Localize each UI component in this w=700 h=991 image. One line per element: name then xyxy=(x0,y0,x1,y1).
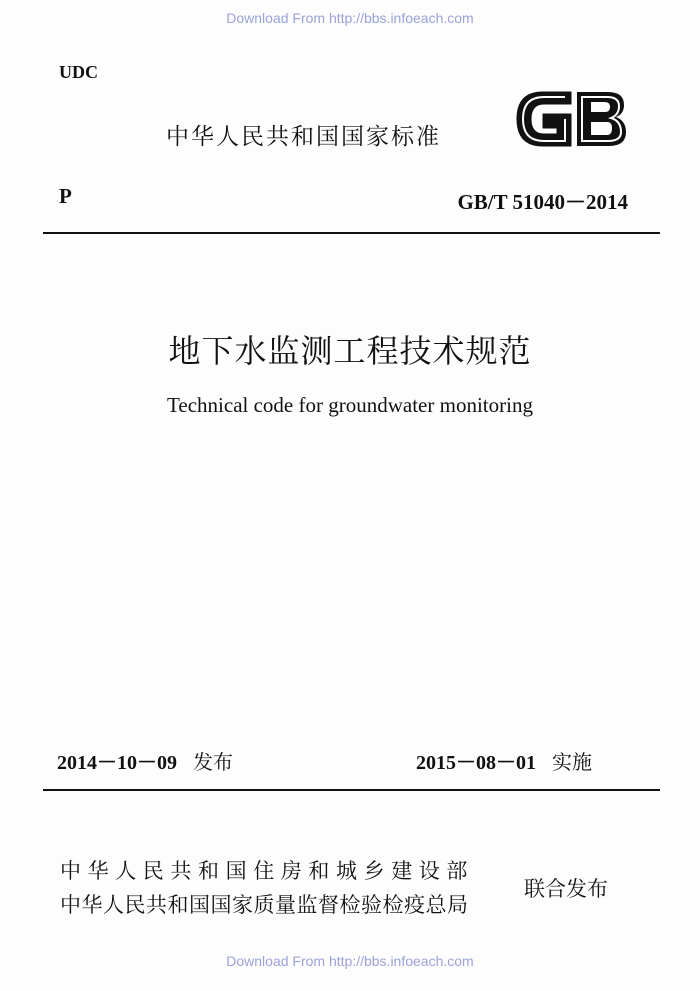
issue-date: 2014－10－09 xyxy=(57,752,177,774)
udc-label: UDC xyxy=(59,62,98,82)
title-english: Technical code for groundwater monitoring xyxy=(167,393,533,417)
implement-date-row xyxy=(416,746,592,775)
classification-code: P xyxy=(59,184,72,208)
implement-date: 2015－08－01 xyxy=(416,752,536,774)
watermark-bottom: Download From http://bbs.infoeach.com xyxy=(226,953,474,969)
issue-date-row xyxy=(57,746,233,775)
joint-issue-label: 联合发布 xyxy=(524,877,608,901)
title-chinese: 地下水监测工程技术规范 xyxy=(168,332,532,370)
top-divider xyxy=(43,232,660,234)
standard-number: GB/T 51040－2014 xyxy=(457,190,628,214)
implement-label: 实施 xyxy=(552,750,592,774)
watermark-top: Download From http://bbs.infoeach.com xyxy=(226,10,474,26)
gb-logo-icon xyxy=(513,88,629,150)
bottom-divider xyxy=(43,789,660,791)
issuer-ministry-housing: 中华人民共和国住房和城乡建设部 xyxy=(60,859,474,883)
issue-label: 发布 xyxy=(193,750,233,774)
standard-type-title: 中华人民共和国国家标准 xyxy=(166,124,441,150)
issuer-quality-administration: 中华人民共和国国家质量监督检验检疫总局 xyxy=(60,893,469,917)
